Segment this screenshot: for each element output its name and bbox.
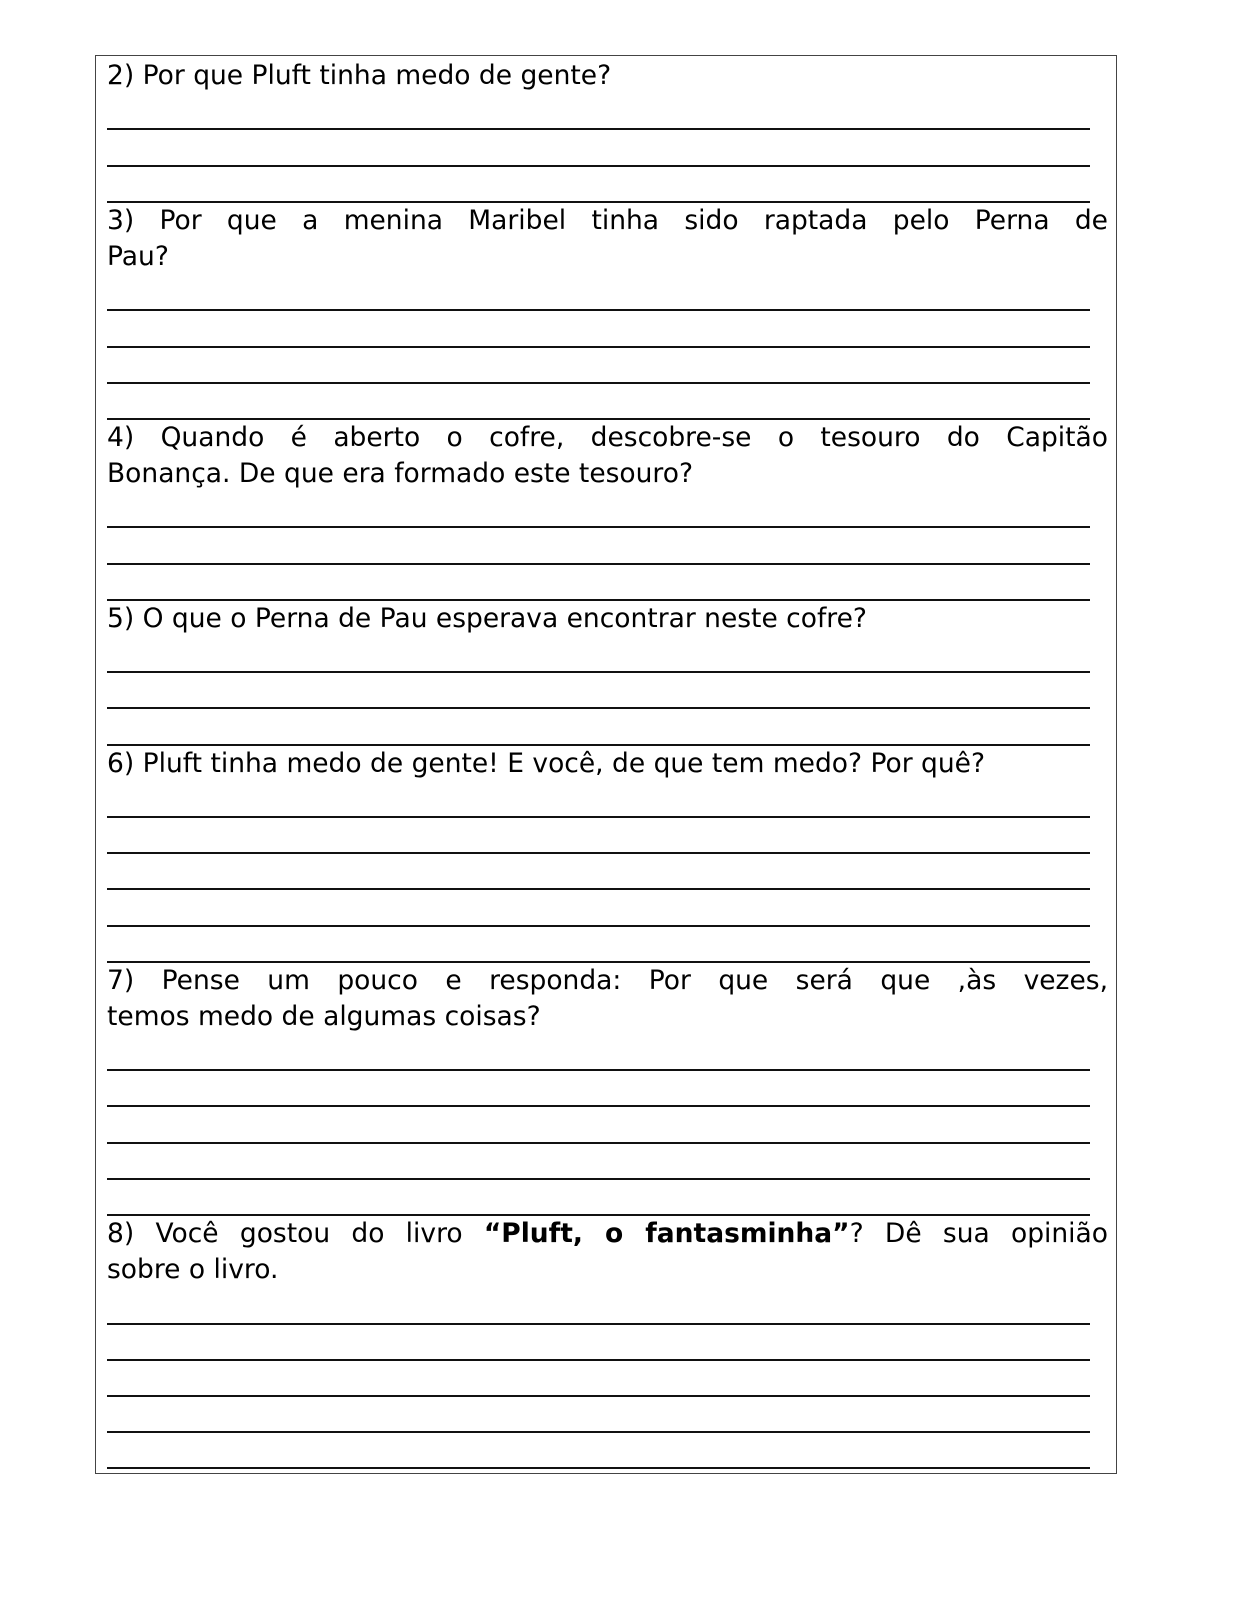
answer-line[interactable] (107, 637, 1090, 673)
question-8 (107, 1216, 1108, 1469)
question-text: 3) Por que a menina Maribel tinha sido raptada pelo Perna de (107, 204, 1108, 236)
answer-line[interactable] (107, 1180, 1090, 1216)
question-text: sobre o livro. (107, 1254, 279, 1286)
answer-line[interactable] (107, 1144, 1090, 1180)
question-text: temos medo de algumas coisas? (107, 1000, 541, 1032)
question-3 (107, 203, 1108, 420)
answer-line[interactable] (107, 1288, 1090, 1324)
answer-line[interactable] (107, 528, 1090, 564)
answer-line[interactable] (107, 275, 1090, 311)
answer-line[interactable] (107, 492, 1090, 528)
question-text-line (107, 58, 1108, 94)
answer-line[interactable] (107, 890, 1090, 926)
question-text: 2) Por que Pluft tinha medo de gente? (107, 60, 612, 91)
question-text-line (107, 239, 1108, 275)
question-text-line (107, 1216, 1108, 1252)
question-text-line (107, 420, 1108, 456)
answer-line[interactable] (107, 384, 1090, 420)
answer-line[interactable] (107, 1035, 1090, 1071)
question-text-line (107, 203, 1108, 239)
question-text: 5) O que o Perna de Pau esperava encontrar neste cofre? (107, 602, 867, 634)
question-text: 8) Você gostou do livro (107, 1218, 484, 1249)
question-text-line (107, 963, 1108, 999)
answer-line[interactable] (107, 130, 1090, 166)
question-text: 6) Pluft tinha medo de gente! E você, de que tem medo? Por quê? (107, 747, 986, 779)
question-text-line (107, 746, 1108, 782)
answer-line[interactable] (107, 1397, 1090, 1433)
answer-line[interactable] (107, 1071, 1090, 1107)
answer-line[interactable] (107, 673, 1090, 709)
question-6 (107, 746, 1108, 963)
book-title: “Pluft, o fantasminha” (483, 1218, 850, 1249)
question-text-line (107, 601, 1108, 637)
answer-line[interactable] (107, 1107, 1090, 1143)
question-text: 7) Pense um pouco e responda: Por que será que ,às vezes, (107, 964, 1108, 996)
worksheet-questions (107, 58, 1108, 1469)
question-text-line (107, 456, 1108, 492)
question-text: Pau? (107, 240, 169, 272)
answer-line[interactable] (107, 927, 1090, 963)
answer-line[interactable] (107, 782, 1090, 818)
question-7 (107, 963, 1108, 1216)
question-text-line (107, 999, 1108, 1035)
answer-line[interactable] (107, 167, 1090, 203)
answer-line[interactable] (107, 348, 1090, 384)
question-text: Bonança. De que era formado este tesouro? (107, 458, 694, 490)
question-text: ? Dê sua opinião (849, 1218, 1108, 1249)
answer-line[interactable] (107, 709, 1090, 745)
question-5 (107, 601, 1108, 746)
question-2 (107, 58, 1108, 203)
question-4 (107, 420, 1108, 601)
answer-line[interactable] (107, 818, 1090, 854)
question-text: 4) Quando é aberto o cofre, descobre-se o tesouro do Capitão (107, 421, 1108, 453)
answer-line[interactable] (107, 94, 1090, 130)
answer-line[interactable] (107, 1361, 1090, 1397)
answer-line[interactable] (107, 1325, 1090, 1361)
answer-line[interactable] (107, 565, 1090, 601)
answer-line[interactable] (107, 1433, 1090, 1469)
answer-line[interactable] (107, 311, 1090, 347)
answer-line[interactable] (107, 854, 1090, 890)
question-text-line (107, 1252, 1108, 1288)
